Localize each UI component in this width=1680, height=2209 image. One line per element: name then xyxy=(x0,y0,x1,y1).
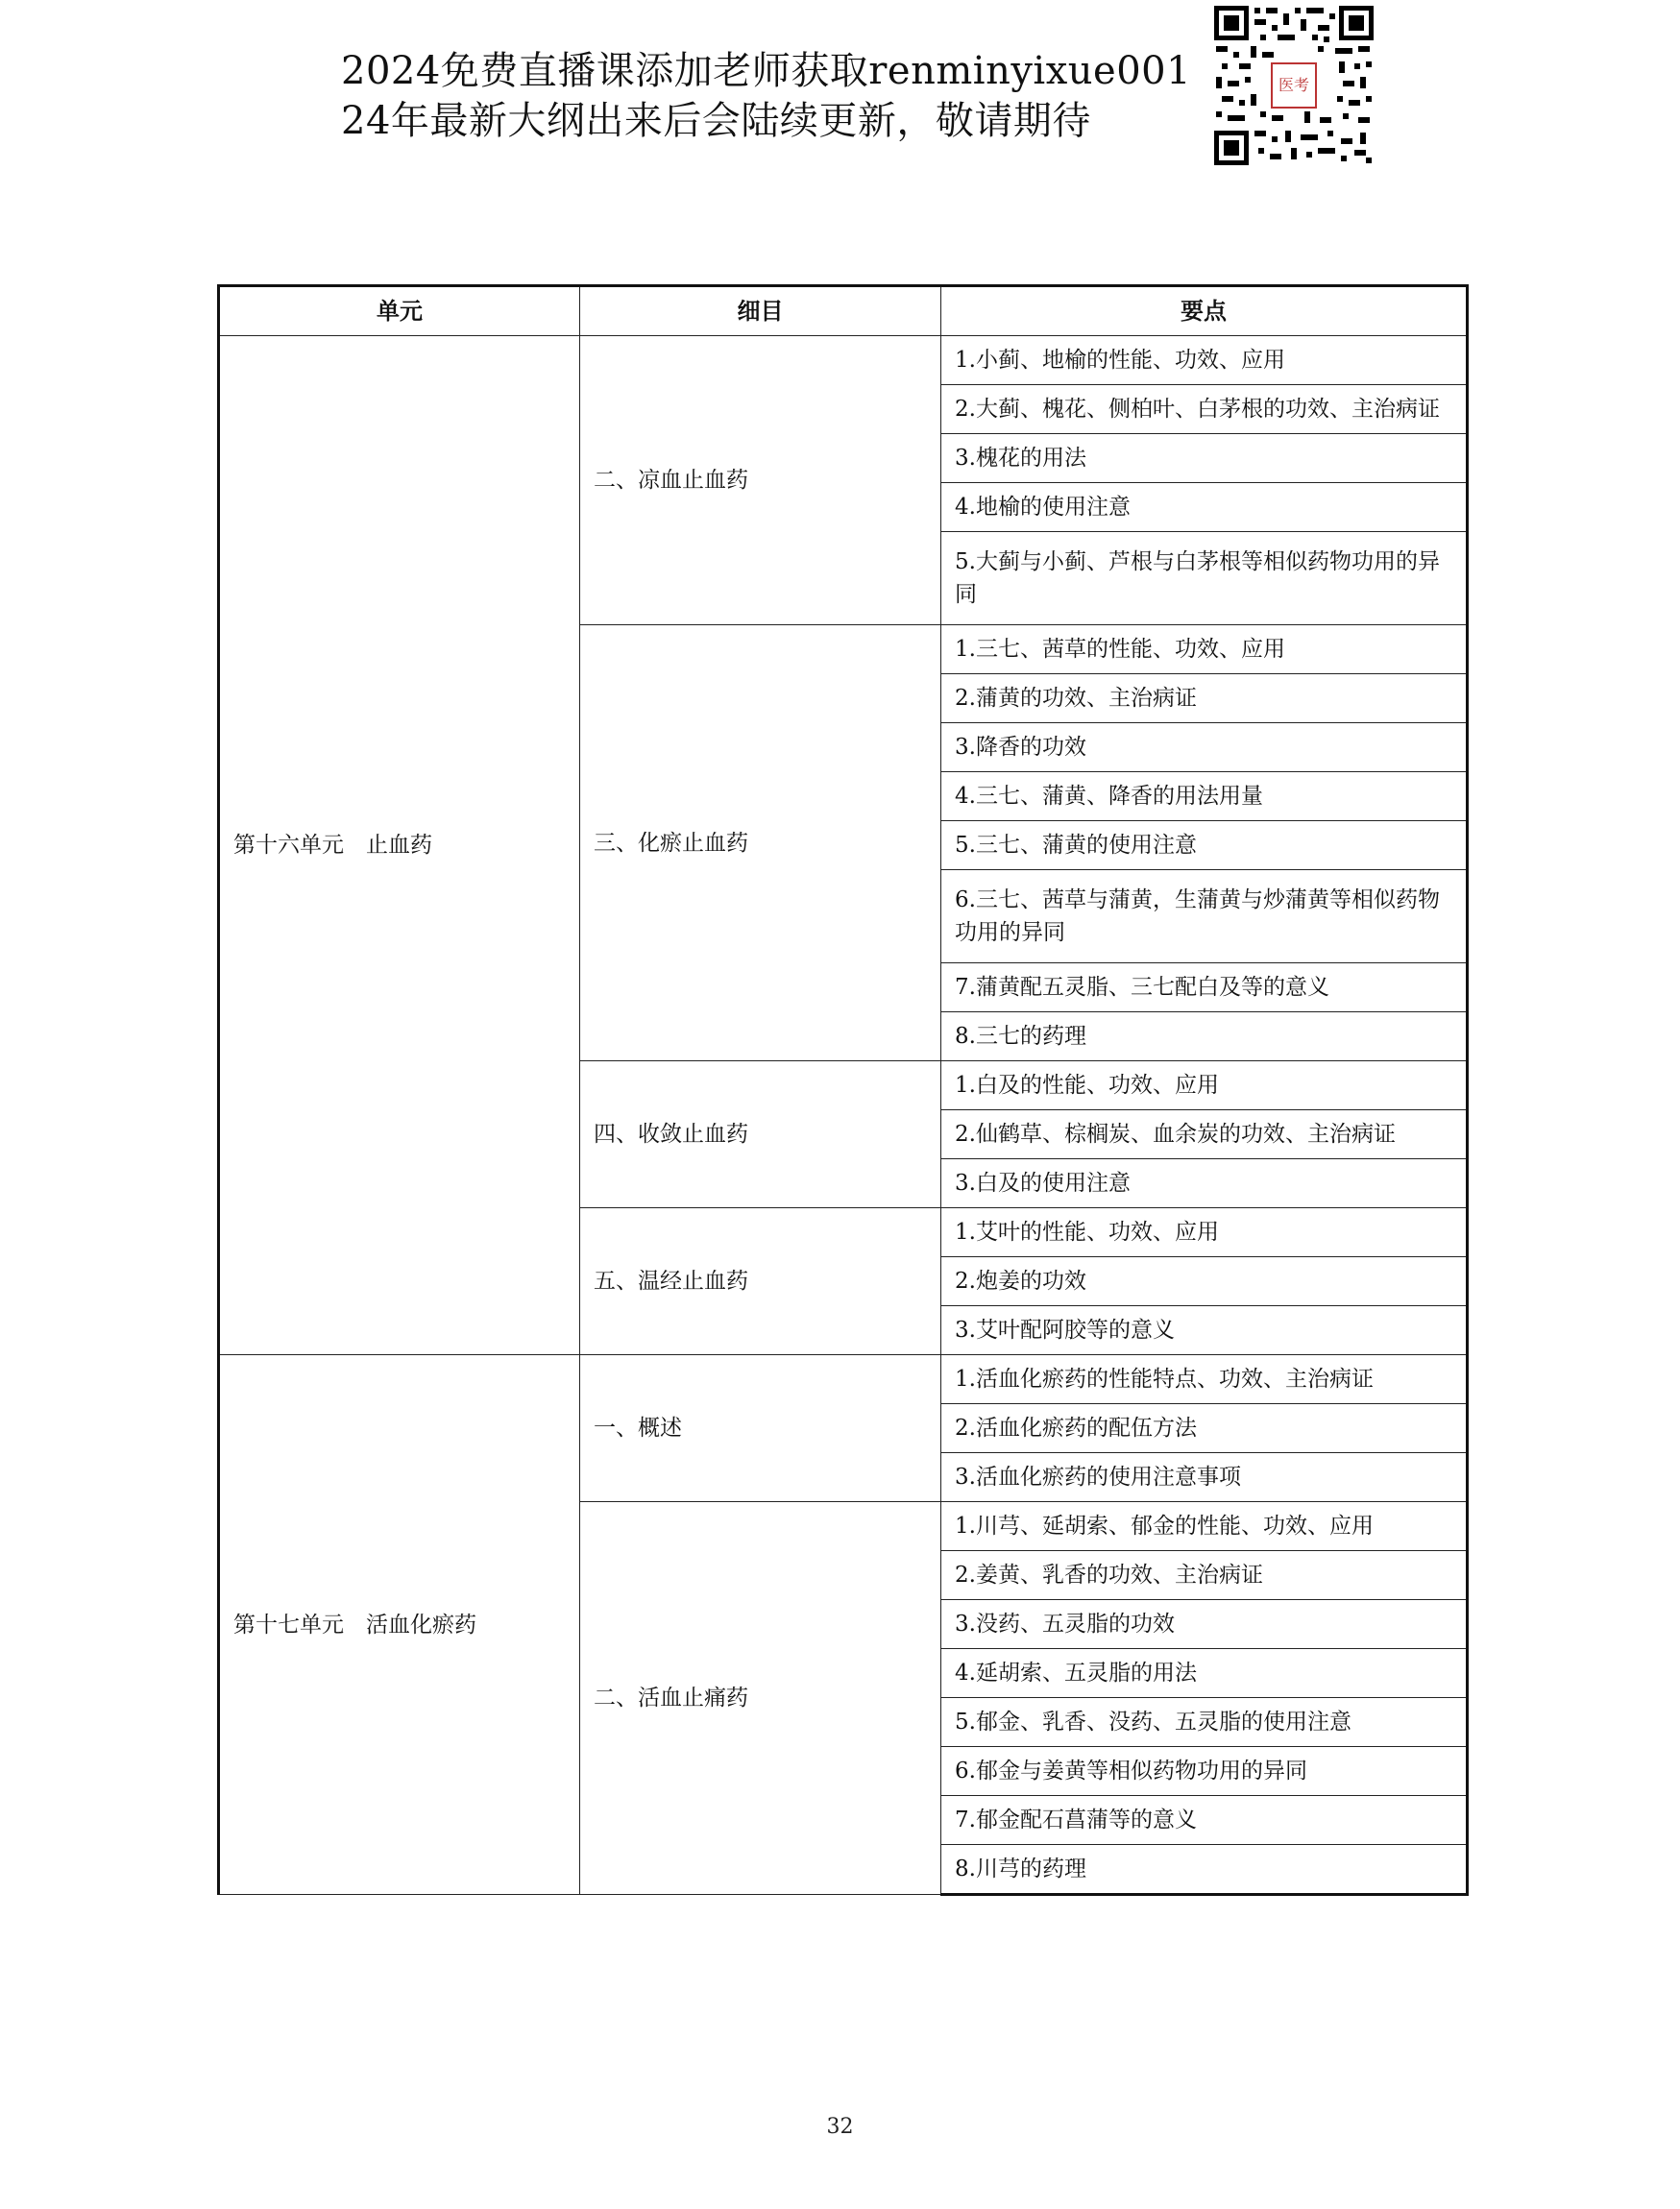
sub-cell: 五、温经止血药 xyxy=(580,1208,941,1355)
syllabus-table xyxy=(217,284,1469,1896)
header-unit: 单元 xyxy=(219,286,580,336)
point-cell: 1.小蓟、地榆的性能、功效、应用 xyxy=(941,336,1468,385)
point-cell: 1.白及的性能、功效、应用 xyxy=(941,1061,1468,1110)
point-cell: 6.三七、茜草与蒲黄，生蒲黄与炒蒲黄等相似药物功用的异同 xyxy=(941,870,1468,963)
table-row xyxy=(219,1355,1468,1404)
point-cell: 3.白及的使用注意 xyxy=(941,1159,1468,1208)
point-cell: 4.延胡索、五灵脂的用法 xyxy=(941,1649,1468,1698)
point-cell: 1.艾叶的性能、功效、应用 xyxy=(941,1208,1468,1257)
point-cell: 3.槐花的用法 xyxy=(941,434,1468,483)
point-cell: 3.降香的功效 xyxy=(941,723,1468,772)
point-cell: 7.郁金配石菖蒲等的意义 xyxy=(941,1796,1468,1845)
sub-cell: 三、化瘀止血药 xyxy=(580,625,941,1061)
point-cell: 1.川芎、延胡索、郁金的性能、功效、应用 xyxy=(941,1502,1468,1551)
promo-line-1: 2024免费直播课添加老师获取renminyixue001 xyxy=(341,49,1192,93)
point-cell: 4.地榆的使用注意 xyxy=(941,483,1468,532)
point-cell: 2.仙鹤草、棕榈炭、血余炭的功效、主治病证 xyxy=(941,1110,1468,1159)
point-cell: 4.三七、蒲黄、降香的用法用量 xyxy=(941,772,1468,821)
point-cell: 2.炮姜的功效 xyxy=(941,1257,1468,1306)
point-cell: 8.三七的药理 xyxy=(941,1012,1468,1061)
qr-logo-text: 医考 xyxy=(1278,76,1310,94)
point-cell: 2.蒲黄的功效、主治病证 xyxy=(941,674,1468,723)
header-points: 要点 xyxy=(941,286,1468,336)
table-row xyxy=(219,336,1468,385)
point-cell: 8.川芎的药理 xyxy=(941,1845,1468,1895)
sub-cell: 二、活血止痛药 xyxy=(580,1502,941,1895)
point-cell: 1.三七、茜草的性能、功效、应用 xyxy=(941,625,1468,674)
point-cell: 3.艾叶配阿胶等的意义 xyxy=(941,1306,1468,1355)
qr-code-icon xyxy=(1212,4,1376,167)
point-cell: 1.活血化瘀药的性能特点、功效、主治病证 xyxy=(941,1355,1468,1404)
unit-cell: 第十七单元 活血化瘀药 xyxy=(219,1355,580,1895)
promo-header xyxy=(341,46,1191,146)
point-cell: 2.大蓟、槐花、侧柏叶、白茅根的功效、主治病证 xyxy=(941,385,1468,434)
table-header-row xyxy=(219,286,1468,336)
sub-cell: 二、凉血止血药 xyxy=(580,336,941,625)
point-cell: 5.郁金、乳香、没药、五灵脂的使用注意 xyxy=(941,1698,1468,1747)
promo-line-2: 24年最新大纲出来后会陆续更新，敬请期待 xyxy=(341,99,1091,143)
page-number: 32 xyxy=(826,2115,854,2139)
point-cell: 7.蒲黄配五灵脂、三七配白及等的意义 xyxy=(941,963,1468,1012)
point-cell: 6.郁金与姜黄等相似药物功用的异同 xyxy=(941,1747,1468,1796)
point-cell: 5.三七、蒲黄的使用注意 xyxy=(941,821,1468,870)
point-cell: 2.活血化瘀药的配伍方法 xyxy=(941,1404,1468,1453)
sub-cell: 四、收敛止血药 xyxy=(580,1061,941,1208)
sub-cell: 一、概述 xyxy=(580,1355,941,1502)
point-cell: 5.大蓟与小蓟、芦根与白茅根等相似药物功用的异同 xyxy=(941,532,1468,625)
point-cell: 3.没药、五灵脂的功效 xyxy=(941,1600,1468,1649)
point-cell: 2.姜黄、乳香的功效、主治病证 xyxy=(941,1551,1468,1600)
point-cell: 3.活血化瘀药的使用注意事项 xyxy=(941,1453,1468,1502)
header-sub: 细目 xyxy=(580,286,941,336)
unit-cell: 第十六单元 止血药 xyxy=(219,336,580,1355)
